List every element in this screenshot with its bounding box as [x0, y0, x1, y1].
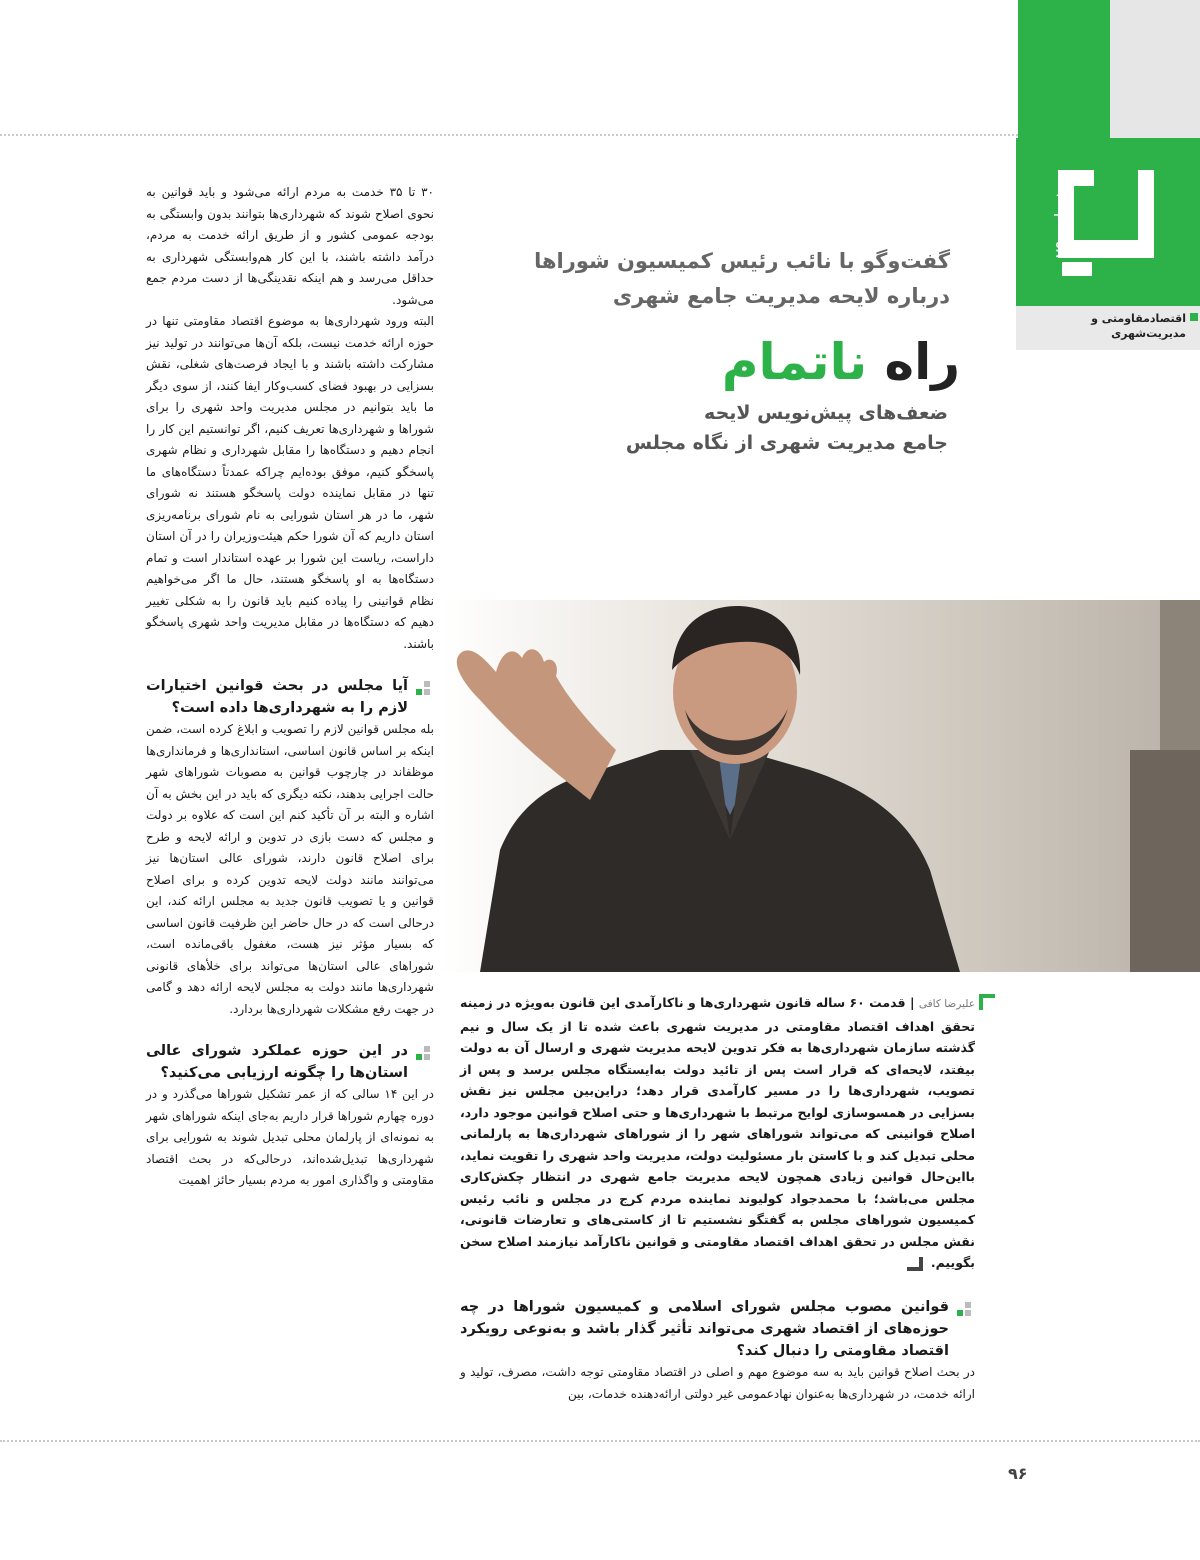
question-1	[146, 675, 434, 719]
article-title	[480, 330, 960, 394]
interviewee-photo	[440, 600, 1200, 972]
question-2-text: در این حوزه عملکرد شورای عالی استان‌ها را چگونه ارزیابی می‌کنید؟	[146, 1043, 408, 1081]
paragraph-2: البته ورود شهرداری‌ها به موضوع اقتصاد مقاومتی تنها در حوزه ارائه خدمت نیست، بلکه آن‌ها می‌توانند در تولید نیز مشارکت داشته باشند و با ایجاد فرصت‌های شغلی، نقش بسزایی در بهبود فضای کسب‌وکار ایفا کنند، از سوی دیگر ما باید بتوانیم در مجلس مدیریت واحد شهری را برای شوراها و شهرداری‌ها تعریف کنیم، اگر توانستیم این کار را انجام دهیم و دستگاه‌ها را مقابل شهرداری و نظام شهری پاسخگو کنیم، موفق بوده‌ایم چراکه عمدتاً دستگاه‌های ما تنها در مقابل نماینده دولت پاسخگو هستند نه شورای شهر، ما در هر استان شورایی به نام شورای برنامه‌ریزی استان داریم که آن شورا حکم هیئت‌وزیران را در آن استان داراست، ریاست این شورا بر عهده استاندار است و تمام دستگاه‌ها به او پاسخگو هستند، حال ما اگر می‌خواهیم نظام قوانینی را پیاده کنیم باید قانون را به شکلی تغییر دهیم که دستگاه‌ها در مقابل مدیریت واحد شهری پاسخگو باشند.	[146, 314, 434, 651]
lede-end-mark	[907, 1257, 923, 1271]
page-number: ۹۶	[1008, 1464, 1028, 1483]
subtitle-line-2: جامع مدیریت شهری از نگاه مجلس	[625, 432, 948, 454]
question-bullet-icon	[416, 1046, 432, 1062]
question-bullet-icon	[957, 1302, 973, 1318]
section-label-box	[1016, 306, 1200, 350]
lede-text: قدمت ۶۰ ساله قانون شهرداری‌ها و ناکارآمدی این قانون به‌ویژه در زمینه تحقق اهداف اقتصاد مقاومتی در مدیریت شهری باعث شده تا از یک سال و نیم گذشته سازمان شهرداری‌ها به فکر تدوین لایحه مدیریت شهری و ارسال آن به دولت بیفتد، لایحه‌ای که قرار است پس از تائید دولت به‌ایستگاه مجلس برسد و پس از تصویب، شهرداری‌ها را در مسیر کارآمدی قرار دهد؛ دراین‌بین مجلس نیز نقش بسزایی در همسوسازی لوایح مرتبط با شهرداری‌ها و حتی اصلاح قوانین موجود دارد، اصلاح قوانینی که می‌تواند شوراهای شهر را از شوراهای شهرداری‌ها به پارلمانی محلی تبدیل کند و با کاستن بار مسئولیت دولت، مدیریت واحد شهری را تقویت نماید، بااین‌حال قوانین زیادی همچون لایحه مدیریت جامع شهری در انتظار چکش‌کاری مجلس می‌باشد؛ با محمدجواد کولیوند نماینده مردم کرج در مجلس و نائب رئیس کمیسیون شوراهای مجلس به گفتگو نشستیم تا از کاستی‌های و تعارضات قانونی، نقش مجلس در تحقق اهداف اقتصاد مقاومتی و قوانین ناکارآمد نیازمند اصلاح سخن بگوییم.	[460, 995, 975, 1270]
kicker-line-1: گفت‌وگو با نائب رئیس کمیسیون شوراها	[534, 249, 950, 273]
answer-3: در بحث اصلاح قوانین باید به سه موضوع مهم و اصلی در اقتصاد مقاومتی توجه داشت، مصرف، تولید و ارائه خدمت، در شهرداری‌ها به‌عنوان نهادعمومی غیر دولتی ارائه‌دهنده خدمات، بین	[460, 1365, 975, 1401]
issue-number: شماره ۲۹	[1052, 187, 1072, 259]
article-kicker	[480, 244, 950, 314]
article-subtitle	[480, 398, 948, 458]
deco-square-green-top	[1018, 0, 1110, 138]
section-label: اقتصادمقاومتی و مدیریت‌شهری	[1091, 312, 1186, 340]
top-dotted-rule	[0, 134, 1018, 136]
title-accent: ناتمام	[721, 333, 868, 391]
question-3	[460, 1296, 975, 1362]
left-text-column	[146, 182, 434, 1192]
question-1-text: آیا مجلس در بحث قوانین اختیارات لازم را به شهرداری‌ها داده است؟	[146, 678, 408, 716]
paragraph-1: ۳۰ تا ۳۵ خدمت به مردم ارائه می‌شود و باید قوانین به نحوی اصلاح شوند که شهرداری‌ها بتوانند بدون وابستگی به بودجه عمومی کشور و از طریق ارائه خدمت به مردم، درآمد داشته باشند، با این کار هم‌وابستگی شهرداری به حداقل می‌رسد و هم اینکه نقدینگی‌ها از دست مردم جمع می‌شود.	[146, 185, 434, 307]
subtitle-line-1: ضعف‌های پیش‌نویس لایحه	[704, 402, 948, 424]
lede-paragraph	[460, 992, 975, 1274]
question-bullet-icon	[416, 681, 432, 697]
bottom-dotted-rule	[0, 1440, 1200, 1442]
author-name: علیرضا کافی	[918, 998, 976, 1010]
section-marker	[1190, 313, 1198, 321]
author-separator: |	[909, 995, 915, 1010]
question-3-text: قوانین مصوب مجلس شورای اسلامی و کمیسیون شوراها در چه حوزه‌های از اقتصاد شهری می‌تواند تأثیر گذار باشد و به‌نوعی رویکرد اقتصاد مقاومتی را دنبال کند؟	[460, 1299, 949, 1359]
lede-corner-mark	[979, 994, 995, 1010]
deco-square-grey-top	[1110, 0, 1200, 138]
kicker-line-2: درباره لایحه مدیریت جامع شهری	[612, 284, 950, 308]
bottom-text-section	[460, 1296, 975, 1405]
answer-2: در این ۱۴ سالی که از عمر تشکیل شوراها می‌گذرد و در دوره چهارم شوراها قرار داریم به‌جای اینکه شوراهای شهر به نمونه‌ای از پارلمان محلی تبدیل شوند به شورایی برای شهرداری‌ها تبدیل‌شده‌اند، درحالی‌که در بحث اقتصاد مقاومتی و واگذاری امور به مردم بسیار حائز اهمیت	[146, 1087, 434, 1187]
interviewee-photo-illustration	[440, 600, 1200, 972]
article-lede	[460, 992, 975, 1274]
answer-1: بله مجلس قوانین لازم را تصویب و ابلاغ کرده است، ضمن اینکه بر اساس قانون اساسی، استانداری‌ها و فرمانداری‌ها موظفاند در چارچوب قوانین به مصوبات شوراهای شهر حالت اجرایی بدهند، نکته دیگری که باید در این بخش به آن اشاره و البته بر آن تأکید کنم این است که علاوه بر دولت و مجلس که دست بازی در تدوین و ارائه لایحه و طرح برای اصلاح قانون دارند، شورای عالی استان‌ها نیز می‌توانند مانند دولت لایحه تدوین کرده و برای اصلاح قوانین و یا تصویب قانون جدید به مجلس ارائه کند، این درحالی است که در حال حاضر این ظرفیت قانون اساسی که بسیار مؤثر نیز هست، مغفول باقی‌مانده است، شوراهای عالی استان‌ها می‌تواند برای خلأهای قانونی شهرداری‌ها مانند دولت به مجلس لایحه ارائه دهد و گامی در جهت رفع مشکلات شهرداری‌ها بردارد.	[146, 722, 434, 1016]
question-2	[146, 1040, 434, 1084]
title-main: راه	[884, 333, 960, 391]
